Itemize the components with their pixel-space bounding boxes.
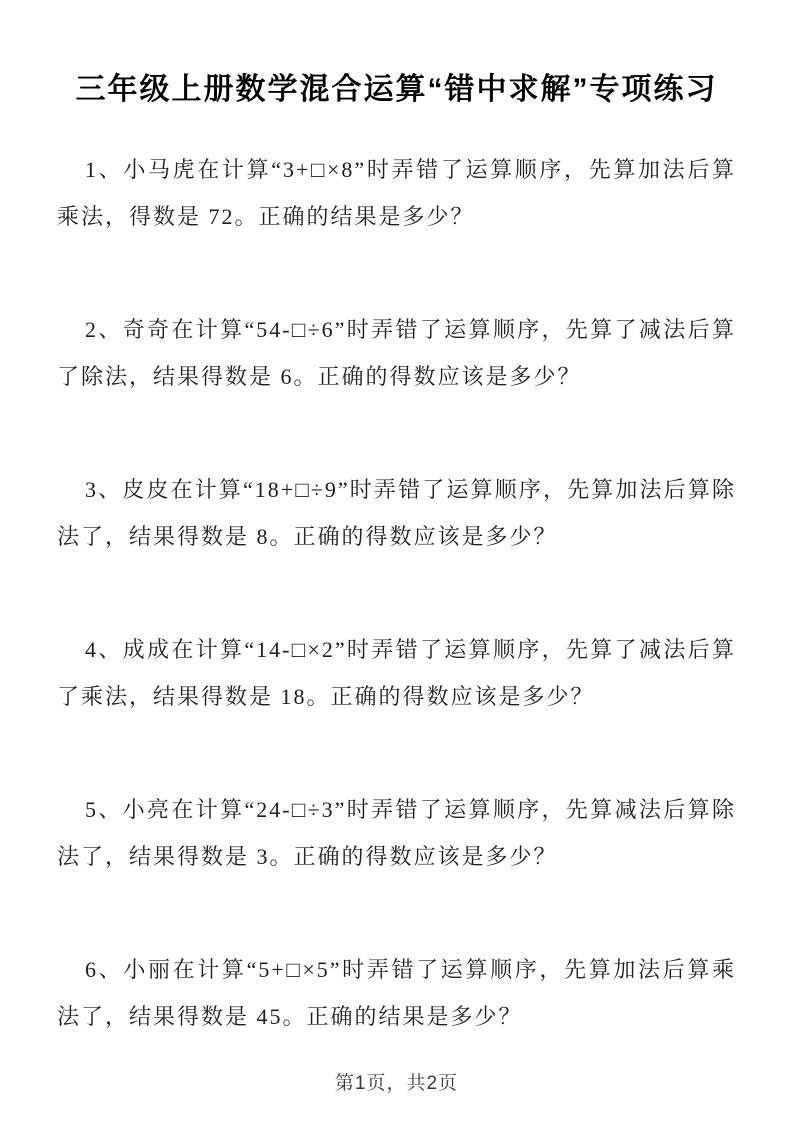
problem-4 bbox=[57, 626, 736, 720]
problem-5 bbox=[57, 786, 736, 880]
problem-1 bbox=[57, 146, 736, 240]
problem-2 bbox=[57, 306, 736, 400]
problem-1-text: 小马虎在计算“3+□×8”时弄错了运算顺序，先算加法后算乘法，得数是 72。正确的结果是多少？ bbox=[57, 157, 736, 229]
problem-3-number: 3、 bbox=[85, 477, 123, 502]
problem-5-number: 5、 bbox=[85, 797, 123, 822]
problem-list bbox=[57, 146, 736, 1040]
page-number-label: 第1页，共2页 bbox=[334, 1073, 459, 1094]
problem-3-text: 皮皮在计算“18+□÷9”时弄错了运算顺序，先算加法后算除法了，结果得数是 8。正确的得数应该是多少？ bbox=[57, 477, 736, 549]
problem-6-number: 6、 bbox=[85, 957, 124, 982]
problem-2-text: 奇奇在计算“54-□÷6”时弄错了运算顺序，先算了减法后算了除法，结果得数是 6。正确的得数应该是多少？ bbox=[57, 317, 736, 389]
problem-1-number: 1、 bbox=[85, 157, 124, 182]
problem-6 bbox=[57, 946, 736, 1040]
problem-4-number: 4、 bbox=[85, 637, 123, 662]
problem-2-number: 2、 bbox=[85, 317, 123, 342]
problem-5-text: 小亮在计算“24-□÷3”时弄错了运算顺序，先算减法后算除法了，结果得数是 3。正确的得数应该是多少？ bbox=[57, 797, 736, 869]
problem-6-text: 小丽在计算“5+□×5”时弄错了运算顺序，先算加法后算乘法了，结果得数是 45。正确的结果是多少？ bbox=[57, 957, 736, 1029]
problem-3 bbox=[57, 466, 736, 560]
page-title: 三年级上册数学混合运算“错中求解”专项练习 bbox=[75, 73, 718, 106]
problem-4-text: 成成在计算“14-□×2”时弄错了运算顺序，先算了减法后算了乘法，结果得数是 18。正确的得数应该是多少？ bbox=[57, 637, 736, 709]
page-footer bbox=[0, 1072, 793, 1096]
